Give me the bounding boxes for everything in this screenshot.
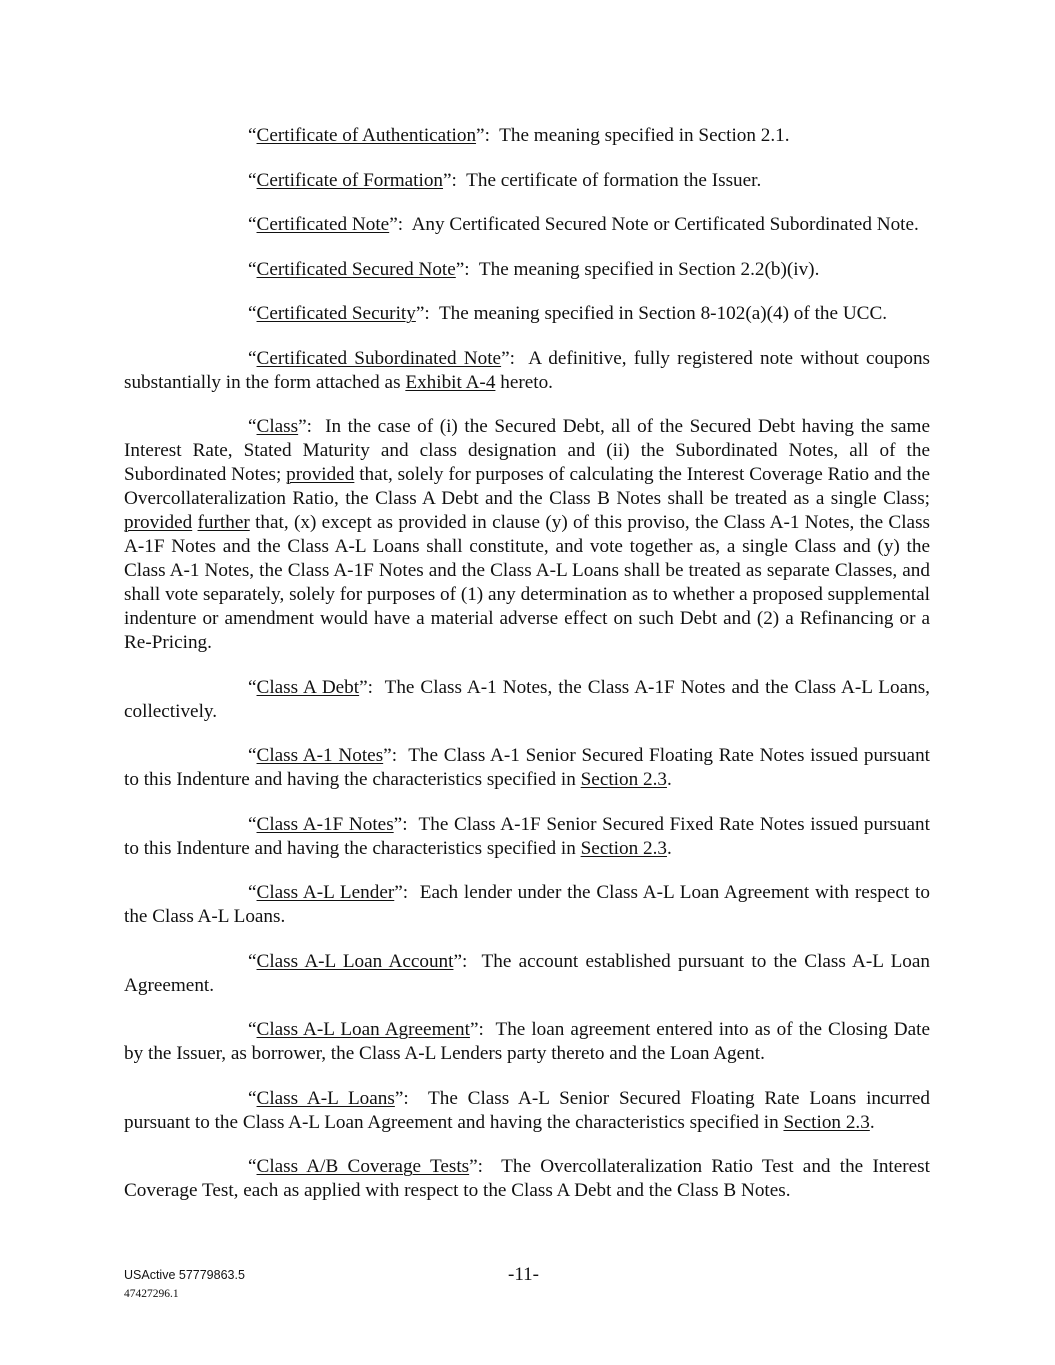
defined-term: Class A-L Loans xyxy=(256,1087,395,1109)
definition-text: The Overcollateralization Ratio Test and the Interest Coverage Test, each as applied with respect to the Class A Debt and the Class B Notes. xyxy=(124,1156,930,1201)
definition-text: In the case of (i) the Secured Debt, all of the Secured Debt having the same Interest Rate, Stated Maturity and class designation and (ii) the Subordinated Notes, all of the Subordinated Notes; xyxy=(124,416,930,485)
defined-term: Class A-L Loan Account xyxy=(256,950,454,972)
definition-paragraph: “Certificated Subordinated Note”: A definitive, fully registered note without coupons substantially in the form attached as Exhibit A-4 hereto. xyxy=(124,347,931,393)
definition-paragraph: “Class”: In the case of (i) the Secured Debt, all of the Secured Debt having the same Interest Rate, Stated Maturity and class designation and (ii) the Subordinated Notes, all of the Subordinated Notes; provided that, solely for purposes of calculating the Interest Coverage Ratio and the Overcollateralization Ratio, the Class A Debt and the Class B Notes shall be treated as a single Class; provided further that, (x) except as provided in clause (y) of this proviso, the Class A-1 Notes, the Class A-1F Notes and the Class A-L Loans shall constitute, and vote together as, a single Class and (y) the Class A-1 Notes, the Class A-1F Notes and the Class A-L Loans shall be treated as separate Classes, and shall vote separately, solely for purposes of (1) any determination as to whether a proposed supplemental indenture or amendment would have a material adverse effect on such Debt and (2) a Refinancing or a Re-Pricing. xyxy=(124,416,931,653)
definition-text: Any Certificated Secured Note or Certificated Subordinated Note. xyxy=(411,214,919,235)
definition-paragraph: “Class A-1F Notes”: The Class A-1F Senior Secured Fixed Rate Notes issued pursuant to this Indenture and having the characteristics specified in Section 2.3. xyxy=(124,813,930,859)
defined-term: Certificated Subordinated Note xyxy=(256,347,502,369)
cross-reference: further xyxy=(197,512,250,533)
defined-term: Certificated Security xyxy=(256,303,416,324)
definition-text: The Class A-1 Notes, the Class A-1F Notes and the Class A-L Loans, collectively. xyxy=(124,676,930,722)
defined-term: Certificated Secured Note xyxy=(256,258,456,280)
definition-text: Each lender under the Class A-L Loan Agreement with respect to the Class A-L Loans. xyxy=(124,882,930,927)
definition-text: The loan agreement entered into as of the Closing Date by the Issuer, as borrower, the Class A-L Lenders party thereto and the Loan Agent. xyxy=(124,1019,930,1064)
definition-text: A definitive, fully registered note without coupons substantially in the form attached as xyxy=(124,347,931,393)
definition-text: The Class A-L Senior Secured Floating Rate Loans incurred pursuant to the Class A-L Loan Agreement and having the characteristics specified in xyxy=(124,1087,930,1133)
defined-term: Class xyxy=(256,416,299,437)
definition-paragraph: “Class A-L Loans”: The Class A-L Senior Secured Floating Rate Loans incurred pursuant to the Class A-L Loan Agreement and having the characteristics specified in Section 2.3. xyxy=(124,1087,930,1133)
defined-term: Class A-1F Notes xyxy=(256,813,394,835)
definition-paragraph: “Certificated Secured Note”: The meaning specified in Section 2.2(b)(iv). xyxy=(248,258,820,280)
definition-paragraph: “Class A Debt”: The Class A-1 Notes, the Class A-1F Notes and the Class A-L Loans, collectively. xyxy=(124,676,930,722)
page-number: -11- xyxy=(508,1264,539,1285)
cross-reference: Section 2.3 xyxy=(580,769,667,790)
definition-text: The meaning specified in Section 8-102(a)(4) of the UCC. xyxy=(438,303,888,324)
definition-text: The certificate of formation the Issuer. xyxy=(466,169,762,191)
defined-term: Certificate of Formation xyxy=(256,169,444,191)
definition-text: that, solely for purposes of calculating the Interest Coverage Ratio and the Overcollateralization Ratio, the Class A Debt and the Class B Notes shall be treated as a single Class; xyxy=(124,464,930,509)
defined-term: Certificated Note xyxy=(256,214,390,235)
defined-term: Class A-L Loan Agreement xyxy=(256,1019,470,1040)
definition-text: The meaning specified in Section 2.1. xyxy=(499,125,790,146)
definition-text: hereto. xyxy=(495,371,553,393)
definition-paragraph: “Certificated Security”: The meaning specified in Section 8-102(a)(4) of the UCC. xyxy=(248,303,888,324)
footer-secondary-id: 47427296.1 xyxy=(124,1288,179,1300)
cross-reference: Exhibit A-4 xyxy=(405,371,496,393)
definition-paragraph: “Class A-1 Notes”: The Class A-1 Senior Secured Floating Rate Notes issued pursuant to this Indenture and having the characteristics specified in Section 2.3. xyxy=(124,745,930,790)
defined-term: Certificate of Authentication xyxy=(256,125,477,146)
definition-text: that, (x) except as provided in clause (y) of this proviso, the Class A-1 Notes, the Class A-1F Notes and the Class A-L Loans shall constitute, and vote together as, a single Class and (y) the Class A-1 Notes, the Class A-1F Notes and the Class A-L Loans shall be treated as separate Classes, and shall vote separately, solely for purposes of (1) any determination as to whether a proposed supplemental indenture or amendment would have a material adverse effect on such Debt and (2) a Refinancing or a Re-Pricing. xyxy=(124,512,931,653)
footer-document-id: USActive 57779863.5 xyxy=(124,1268,245,1282)
defined-term: Class A-L Lender xyxy=(256,882,395,903)
definition-paragraph: “Certificate of Formation”: The certificate of formation the Issuer. xyxy=(248,169,762,191)
definition-text: The account established pursuant to the Class A-L Loan Agreement. xyxy=(124,950,930,996)
definition-paragraph: “Certificated Note”: Any Certificated Secured Note or Certificated Subordinated Note. xyxy=(248,214,919,235)
definition-text: The meaning specified in Section 2.2(b)(iv). xyxy=(478,258,820,280)
document-page xyxy=(124,124,930,1224)
defined-term: Class A-1 Notes xyxy=(256,745,384,766)
defined-term: Class A Debt xyxy=(256,676,360,698)
definition-paragraph: “Certificate of Authentication”: The meaning specified in Section 2.1. xyxy=(248,125,790,146)
cross-reference: provided xyxy=(286,464,355,485)
definition-paragraph: “Class A-L Loan Account”: The account established pursuant to the Class A-L Loan Agreement. xyxy=(124,950,930,996)
definition-paragraph: “Class A-L Loan Agreement”: The loan agreement entered into as of the Closing Date by the Issuer, as borrower, the Class A-L Lenders party thereto and the Loan Agent. xyxy=(124,1019,930,1064)
definition-text: . xyxy=(666,769,672,790)
definition-text: The Class A-1 Senior Secured Floating Rate Notes issued pursuant to this Indenture and having the characteristics specified in xyxy=(124,745,930,790)
definition-text: . xyxy=(869,1111,875,1133)
cross-reference: provided xyxy=(124,512,193,533)
cross-reference: Section 2.3 xyxy=(783,1111,870,1133)
definition-paragraph: “Class A/B Coverage Tests”: The Overcollateralization Ratio Test and the Interest Coverage Test, each as applied with respect to the Class A Debt and the Class B Notes. xyxy=(124,1156,930,1201)
definition-text: . xyxy=(666,837,672,859)
cross-reference: Section 2.3 xyxy=(580,837,667,859)
defined-term: Class A/B Coverage Tests xyxy=(256,1156,470,1177)
definition-text: The Class A-1F Senior Secured Fixed Rate Notes issued pursuant to this Indenture and having the characteristics specified in xyxy=(124,813,930,859)
definition-paragraph: “Class A-L Lender”: Each lender under the Class A-L Loan Agreement with respect to the Class A-L Loans. xyxy=(124,882,930,927)
